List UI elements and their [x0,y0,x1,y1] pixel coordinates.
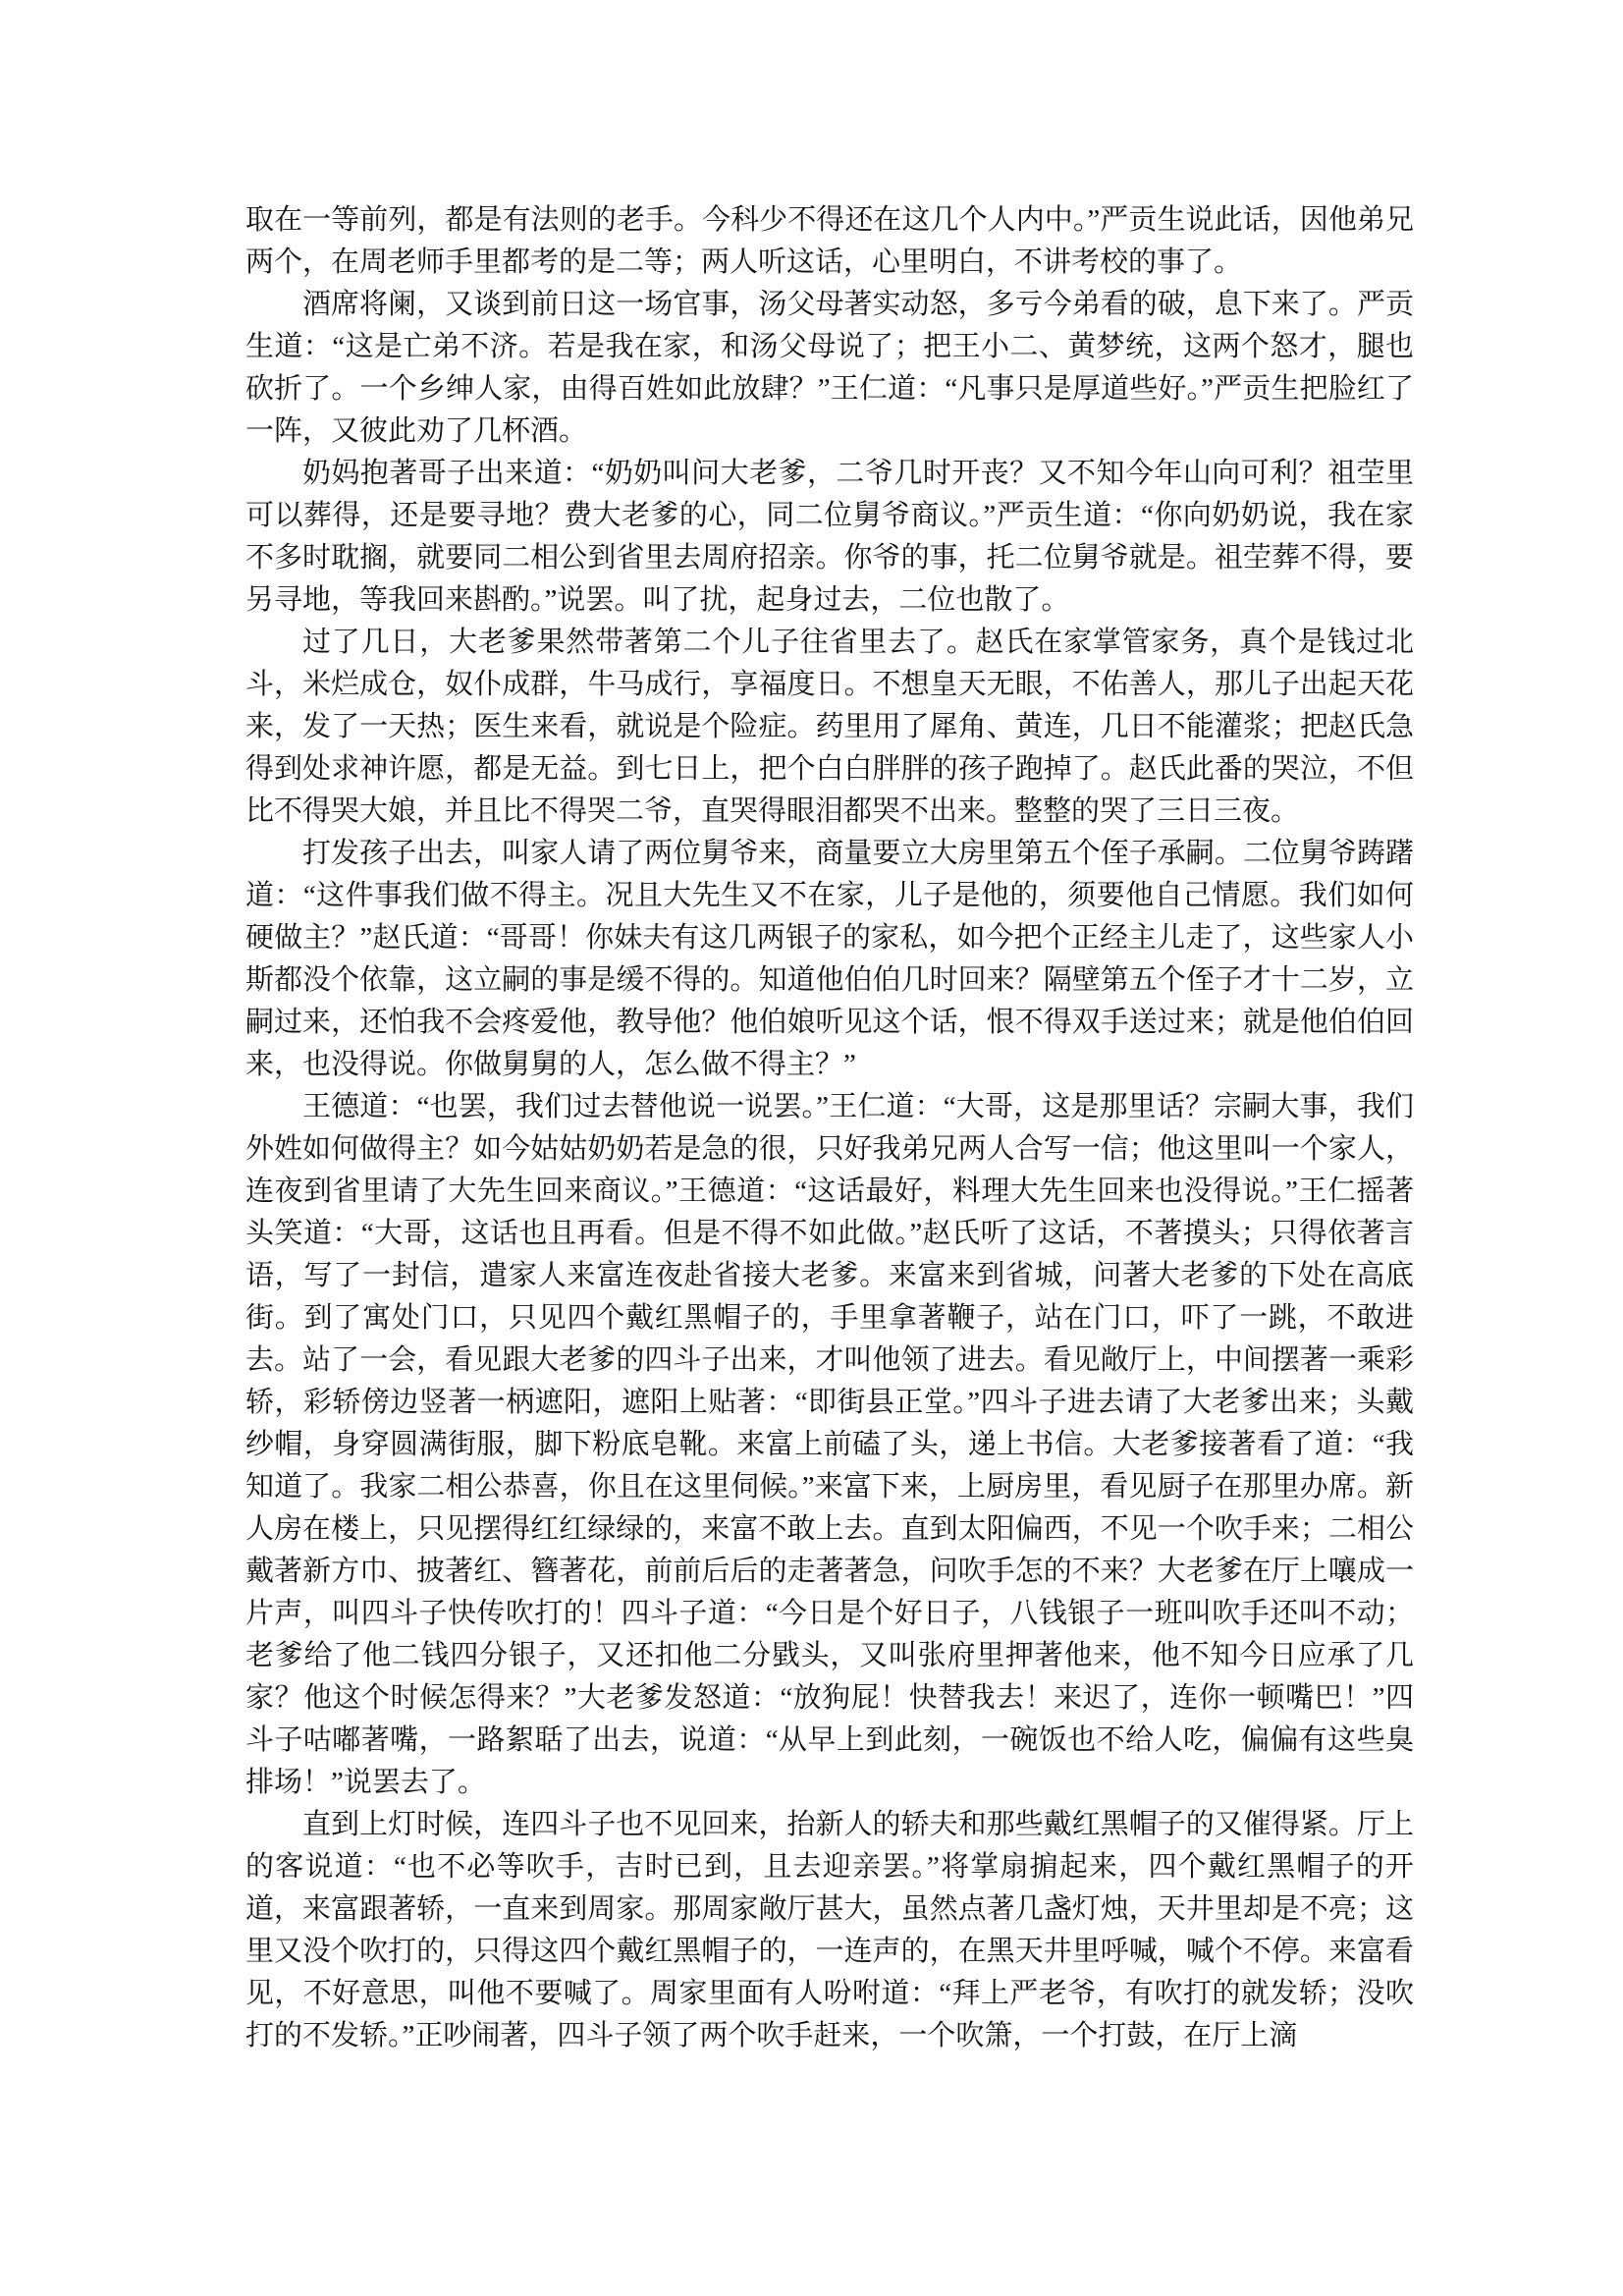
paragraph: 直到上灯时候，连四斗子也不见回来，抬新人的轿夫和那些戴红黑帽子的又催得紧。厅上的客说道：“也不必等吹手，吉时已到，且去迎亲罢。”将掌扇掮起来，四个戴红黑帽子的开道，来富跟著轿，一直来到周家。那周家敞厅甚大，虽然点著几盏灯烛，天井里却是不亮；这里又没个吹打的，只得这四个戴红黑帽子的，一连声的，在黑天井里呼喊，喊个不停。来富看见，不好意思，叫他不要喊了。周家里面有人吩咐道：“拜上严老爷，有吹打的就发轿；没吹打的不发轿。”正吵闹著，四斗子领了两个吹手赶来，一个吹箫，一个打鼓，在厅上滴 [245,1809,1414,2051]
paragraph: 取在一等前列，都是有法则的老手。今科少不得还在这几个人内中。”严贡生说此话，因他弟兄两个，在周老师手里都考的是二等；两人听这话，心里明白，不讲考校的事了。 [245,204,1414,278]
paragraph: 奶妈抱著哥子出来道：“奶奶叫问大老爹，二爷几时开丧？又不知今年山向可利？祖茔里可以葬得，还是要寻地？费大老爹的心，同二位舅爷商议。”严贡生道：“你向奶奶说，我在家不多时耽搁，就要同二相公到省里去周府招亲。你爷的事，托二位舅爷就是。祖茔葬不得，要另寻地，等我回来斟酌。”说罢。叫了扰，起身过去，二位也散了。 [245,458,1414,616]
paragraph: 酒席将阑，又谈到前日这一场官事，汤父母著实动怒，多亏今弟看的破，息下来了。严贡生道：“这是亡弟不济。若是我在家，和汤父母说了；把王小二、黄梦统，这两个怒才，腿也砍折了。一个乡绅人家，由得百姓如此放肆？”王仁道：“凡事只是厚道些好。”严贡生把脸红了一阵，又彼此劝了几杯酒。 [245,289,1414,447]
text-body [245,199,1414,2057]
paragraph: 打发孩子出去，叫家人请了两位舅爷来，商量要立大房里第五个侄子承嗣。二位舅爷踌躇道：“这件事我们做不得主。况且大先生又不在家，儿子是他的，须要他自己情愿。我们如何硬做主？”赵氏道：“哥哥！你妹夫有这几两银子的家私，如今把个正经主儿走了，这些家人小斯都没个依靠，这立嗣的事是缓不得的。知道他伯伯几时回来？隔壁第五个侄子才十二岁，立嗣过来，还怕我不会疼爱他，教导他？他伯娘听见这个话，恨不得双手送过来；就是他伯伯回来，也没得说。你做舅舅的人，怎么做不得主？” [245,838,1414,1080]
paragraph: 过了几日，大老爹果然带著第二个儿子往省里去了。赵氏在家掌管家务，真个是钱过北斗，米烂成仓，奴仆成群，牛马成行，享福度日。不想皇天无眼，不佑善人，那儿子出起天花来，发了一天热；医生来看，就说是个险症。药里用了犀角、黄连，几日不能灌浆；把赵氏急得到处求神许愿，都是无益。到七日上，把个白白胖胖的孩子跑掉了。赵氏此番的哭泣，不但比不得哭大娘，并且比不得哭二爷，直哭得眼泪都哭不出来。整整的哭了三日三夜。 [245,627,1414,827]
paragraph: 王德道：“也罢，我们过去替他说一说罢。”王仁道：“大哥，这是那里话？宗嗣大事，我们外姓如何做得主？如今姑姑奶奶若是急的很，只好我弟兄两人合写一信；他这里叫一个家人，连夜到省里请了大先生回来商议。”王德道：“这话最好，料理大先生回来也没得说。”王仁摇著头笑道：“大哥，这话也且再看。但是不得不如此做。”赵氏听了这话，不著摸头；只得依著言语，写了一封信，遣家人来富连夜赴省接大老爹。来富来到省城，问著大老爹的下处在高底街。到了寓处门口，只见四个戴红黑帽子的，手里拿著鞭子，站在门口，吓了一跳，不敢进去。站了一会，看见跟大老爹的四斗子出来，才叫他领了进去。看见敞厅上，中间摆著一乘彩轿，彩轿傍边竖著一柄遮阳，遮阳上贴著：“即街县正堂。”四斗子进去请了大老爹出来；头戴纱帽，身穿圆满街服，脚下粉底皂靴。来富上前磕了头，递上书信。大老爹接著看了道：“我知道了。我家二相公恭喜，你且在这里伺候。”来富下来，上厨房里，看见厨子在那里办席。新人房在楼上，只见摆得红红绿绿的，来富不敢上去。直到太阳偏西，不见一个吹手来；二相公戴著新方巾、披著红、簪著花，前前后后的走著著急，问吹手怎的不来？大老爹在厅上嚷成一片声，叫四斗子快传吹打的！四斗子道：“今日是个好日子，八钱银子一班叫吹手还叫不动；老爹给了他二钱四分银子，又还扣他二分戥头，又叫张府里押著他来，他不知今日应承了几家？他这个时候怎得来？”大老爹发怒道：“放狗屁！快替我去！来迟了，连你一顿嘴巴！”四斗子咕嘟著嘴，一路絮聒了出去，说道：“从早上到此刻，一碗饭也不给人吃，偏偏有这些臭排场！”说罢去了。 [245,1091,1414,1798]
